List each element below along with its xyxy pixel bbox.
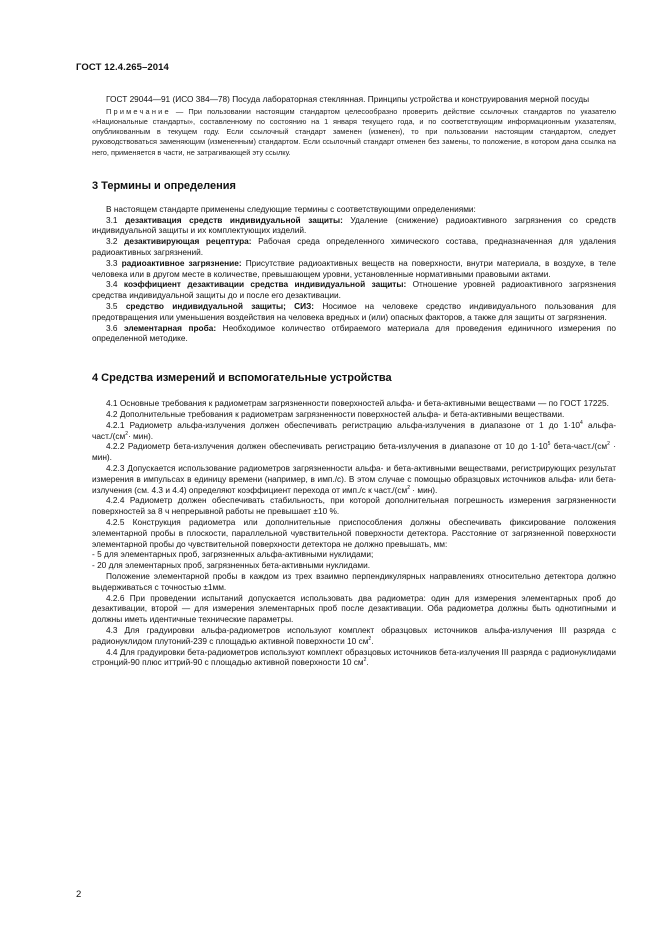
term-3-4: 3.4 коэффициент дезактивации средства индивидуальной защиты: Отношение уровней радиоактивного загрязнения средства индивидуальной защиты до и после его дезактивации. — [92, 279, 617, 301]
term-definition: Необходимое количество отбираемого материала для проведения единичного измерения по определенной методике. — [92, 322, 616, 344]
term-title: дезактивирующая рецептура: — [124, 236, 252, 247]
term-3-1: 3.1 дезактивация средств индивидуальной защиты: Удаление (снижение) радиоактивного загрязнения со средств индивидуальной защиты и их комплектующих изделий. — [92, 214, 616, 236]
clause-4-2-1: 4.2.1 Радиометр альфа-излучения должен обеспечивать регистрацию альфа-излучения в диапазоне от 1 до $1\cdot 10^4$ альфа-$част./(см^2\cdot мин)$. — [92, 419, 616, 441]
clause-4-2-3: 4.2.3 Допускается использование радиометров загрязненности альфа- и бета-активными веществами, регистрирующих результат измерения в импульсах в единицу времени (например, в имп./с). В этом случае с помощью образцовых источников альфа- или бета-излучения (см. 4.3 и 4.4) определяют коэффициент перехода от имп./с к $част./(см^2 \cdot мин)$. — [92, 462, 616, 495]
clause-4-2-2: 4.2.2 Радиометр бета-излучения должен обеспечивать регистрацию бета-излучения в диапазоне от 10 до $1\cdot 10^5$ бета-$част./(см^2 \cdot мин)$. — [92, 441, 617, 463]
clause-4-1: 4.1 Основные требования к радиометрам загрязненности поверхностей альфа- и бета-активными веществами — по ГОСТ 17225. — [106, 398, 609, 409]
document-header: ГОСТ 12.4.265–2014 — [76, 62, 169, 73]
section-3-intro: В настоящем стандарте применены следующие термины с соответствующими определениями: — [106, 203, 476, 214]
term-title: средство индивидуальной защиты; СИЗ: — [125, 300, 315, 311]
term-3-2: 3.2 дезактивирующая рецептура: Рабочая среда определенного химического состава, предназначенная для удаления радиоактивных загрязнений. — [92, 236, 616, 257]
term-3-6: 3.6 элементарная проба: Необходимое количество отбираемого материала для проведения единичного измерения по определенной методике. — [92, 322, 616, 344]
term-title: элементарная проба: — [124, 322, 217, 333]
list-item: - 20 для элементарных проб, загрязненных бета-активными нуклидами. — [92, 560, 371, 571]
term-definition: Отношение уровней радиоактивного загрязнения средства индивидуальной защиты до и после его дезактивации. — [92, 279, 617, 301]
clause-4-4: 4.4 Для градуировки бета-радиометров используют комплект образцовых источников бета-излучения III разряда с радионуклидами стронций-90 плюс иттрий-90 с площадью активной поверхности 10 $см^2$. — [92, 646, 616, 668]
clause-4-2-6: 4.2.6 При проведении испытаний допускается использовать два радиометра: один для измерения элементарных проб до дезактивации, второй — для измерения элементарных проб после дезактивации. Оба радиометра должны быть однотипными и должны иметь идентичные технические параметры. — [92, 592, 616, 625]
term-title: коэффициент дезактивации средства индивидуальной защиты: — [123, 279, 407, 290]
clause-4-2: 4.2 Дополнительные требования к радиометрам загрязненности поверхностей альфа- и бета-активными веществами. — [106, 408, 565, 419]
clause-4-2-5: 4.2.5 Конструкция радиометра или дополнительные приспособления должны обеспечивать фиксирование положения элементарной пробы в плоскости, параллельной чувствительной поверхности детектора. Расстояние от загрязненной поверхности элементарной пробы до чувствительной поверхности детектора не должно превышать, мм: — [92, 516, 616, 549]
note-label: Примечание — [106, 106, 171, 116]
note-text: — При пользовании настоящим стандартом целесообразно проверить действие ссылочных стандартов по указателю «Национальные стандарты», составленному по состоянию на 1 января текущего года, и по соответствующим информационным указателям, опубликованным в текущем году. Если ссылочный стандарт заменен (изменен), то при пользовании настоящим стандартом, следует руководствоваться заменяющим (измененным) стандартом. Если ссылочный стандарт отменен без замены, то положение, в котором дана ссылка на него, применяется в части, не затрагивающей эту ссылку. — [92, 106, 616, 157]
term-title: дезактивация средств индивидуальной защиты: — [125, 214, 343, 225]
term-definition: Носимое на человеке средство индивидуального пользования для предотвращения или уменьшения воздействия на человека вредных и (или) опасных факторов, а также для защиты от загрязнения. — [92, 300, 617, 322]
term-3-3: 3.3 радиоактивное загрязнение: Присутствие радиоактивных веществ на поверхности, внутри материала, в воздухе, в теле человека или в другом месте в количестве, превышающем уровни, установленные нормативными правовыми актами. — [92, 257, 616, 279]
reference-note — [92, 107, 616, 158]
normative-reference: ГОСТ 29044—91 (ИСО 384—78) Посуда лабораторная стеклянная. Принципы устройства и конструирования мерной посуды — [106, 94, 590, 104]
term-definition: Рабочая среда определенного химического состава, предназначенная для удаления радиоактивных загрязнений. — [92, 236, 616, 257]
term-3-5: 3.5 средство индивидуальной защиты; СИЗ: Носимое на человеке средство индивидуального пользования для предотвращения или уменьшения воздействия на человека вредных и (или) опасных факторов, а также для защиты от загрязнения. — [92, 300, 617, 322]
list-item: - 5 для элементарных проб, загрязненных альфа-активными нуклидами; — [92, 549, 374, 560]
term-definition: Присутствие радиоактивных веществ на поверхности, внутри материала, в воздухе, в теле человека или в другом месте в количестве, превышающем уровни, установленные нормативными правовыми актами. — [92, 257, 616, 279]
clause-4-3: 4.3 Для градуировки альфа-радиометров используют комплект образцовых источников альфа-излучения III разряда с радионуклидом плутоний-239 с площадью активной поверхности 10 $см^2$. — [92, 624, 616, 646]
term-definition: Удаление (снижение) радиоактивного загрязнения со средств индивидуальной защиты и их комплектующих изделий. — [92, 214, 616, 236]
section-4-heading: 4 Средства измерений и вспомогательные устройства — [92, 372, 392, 385]
section-3-heading: 3 Термины и определения — [92, 179, 236, 192]
page-number: 2 — [76, 889, 82, 900]
clause-4-2-4: 4.2.4 Радиометр должен обеспечивать стабильность, при которой дополнительная погрешность измерения загрязненности поверхностей за 8 ч непрерывной работы не превышает ±10 %. — [92, 495, 616, 517]
term-title: радиоактивное загрязнение: — [121, 257, 242, 268]
sample-position-requirement: Положение элементарной пробы в каждом из трех взаимно перпендикулярных направлениях относительно детектора должно выдерживаться с точностью ±1мм. — [92, 570, 616, 592]
page-body — [92, 94, 616, 668]
